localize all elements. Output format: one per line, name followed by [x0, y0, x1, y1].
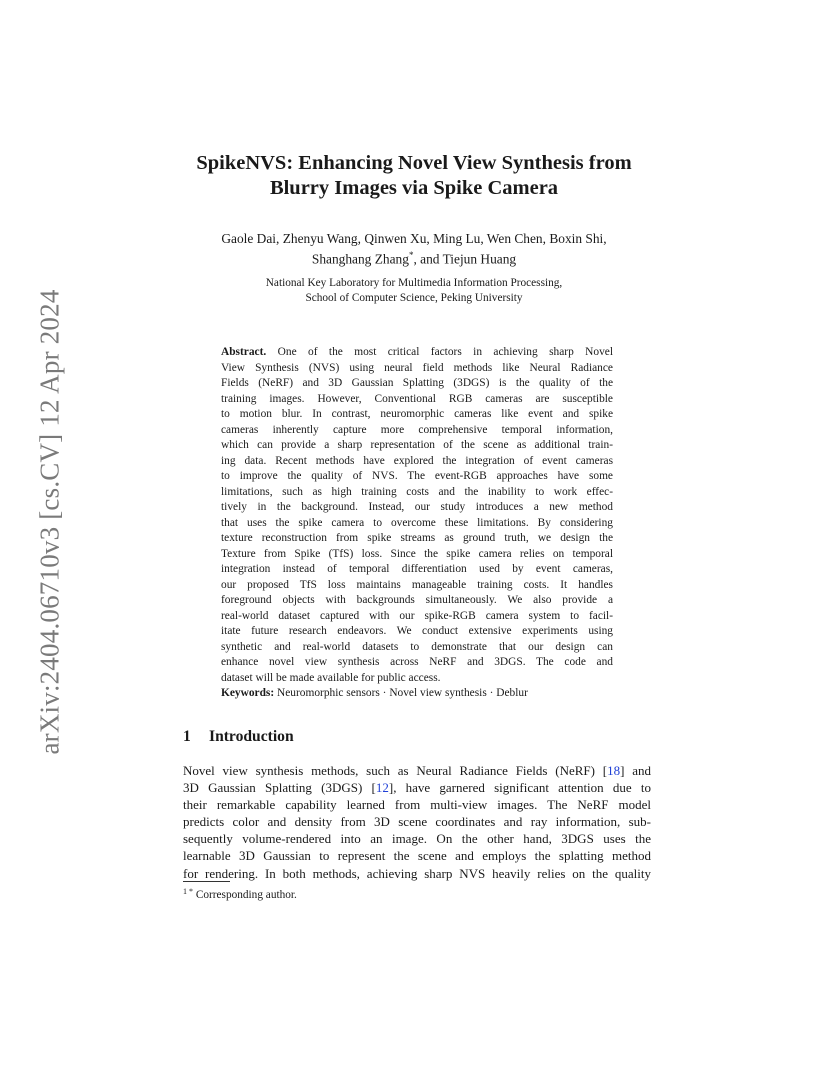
- corresponding-author-mark: *: [408, 250, 414, 260]
- abstract-line: View Synthesis (NVS) using neural field methods like Neural Radiance: [221, 361, 613, 374]
- title-line-2: Blurry Images via Spike Camera: [269, 177, 559, 199]
- author-shanghang: Shanghang Zhang: [311, 251, 409, 267]
- affiliation-line-2: School of Computer Science, Peking University: [305, 292, 523, 304]
- keywords: [221, 686, 528, 701]
- abstract-line: training images. However, Conventional RGB cameras are susceptible: [221, 392, 613, 405]
- abstract-line: real-world dataset captured with our spike-RGB camera system to facil-: [221, 609, 613, 622]
- arxiv-identifier: arXiv:2404.06710v3 [cs.CV] 12 Apr 2024: [34, 289, 65, 755]
- citation-link-18[interactable]: 18: [607, 763, 621, 778]
- abstract-line: ing data. Recent methods have explored the integration of event cameras: [221, 454, 613, 467]
- footnote: [183, 885, 297, 902]
- abstract-line: limitations, such as high training costs and the inability to work effec-: [221, 485, 613, 498]
- body-line: Novel view synthesis methods, such as Neural Radiance Fields (NeRF) [18] and: [183, 763, 651, 778]
- abstract-label: Abstract.: [221, 346, 267, 358]
- authors-line-2: [0, 247, 828, 267]
- abstract-line: Fields (NeRF) and 3D Gaussian Splatting (3DGS) is the quality of the: [221, 377, 613, 389]
- abstract-line: foreground objects with backgrounds simultaneously. We also provide a: [221, 594, 613, 606]
- abstract-line: integration instead of temporal differentiation used by event cameras,: [221, 563, 613, 575]
- abstract-line: dataset will be made available for public access.: [221, 671, 441, 684]
- abstract-line: that uses the spike camera to overcome these limitations. By considering: [221, 516, 613, 529]
- keywords-text: Neuromorphic sensors · Novel view synthesis · Deblur: [277, 687, 528, 699]
- body-line: sequently volume-rendered into an image. On the other hand, 3DGS uses the: [183, 831, 651, 847]
- footnote-mark: 1 *: [183, 887, 193, 896]
- abstract-line: Abstract. One of the most critical factors in achieving sharp Novel: [221, 346, 613, 358]
- body-line: for rendering. In both methods, achieving sharp NVS heavily relies on the quality: [183, 865, 651, 881]
- affiliation-line-1: National Key Laboratory for Multimedia Information Processing,: [265, 277, 563, 289]
- paper-title: [0, 151, 828, 201]
- affiliation: [0, 276, 828, 306]
- abstract-line: itate future research endeavors. We conduct extensive experiments using: [221, 625, 613, 637]
- abstract-line: cameras inherently capture more comprehensive temporal information,: [221, 423, 613, 436]
- citation-link-12[interactable]: 12: [375, 780, 389, 796]
- abstract: [221, 345, 613, 686]
- footnote-text: Corresponding author.: [195, 889, 297, 901]
- title-line-1: SpikeNVS: Enhancing Novel View Synthesis from: [196, 152, 632, 174]
- keywords-label: Keywords:: [221, 687, 275, 699]
- abstract-line: enhance novel view synthesis across NeRF and 3DGS. The code and: [221, 656, 613, 668]
- section-heading-introduction: [183, 727, 294, 747]
- abstract-line: our proposed TfS loss maintains manageable training costs. It handles: [221, 578, 613, 591]
- abstract-line: synthetic and real-world datasets to demonstrate that our design can: [221, 640, 613, 653]
- section-title: Introduction: [209, 728, 294, 745]
- body-line: learnable 3D Gaussian to represent the scene and employs the splatting method: [183, 848, 651, 864]
- abstract-line: tively in the background. Instead, our study introduces a new method: [221, 501, 613, 513]
- abstract-line: which can provide a sharp representation of the scene as additional train-: [221, 439, 613, 451]
- body-line: their remarkable capability learned from multi-view images. The NeRF model: [183, 797, 651, 813]
- abstract-line: Texture from Spike (TfS) loss. Since the spike camera relies on temporal: [221, 547, 613, 560]
- abstract-line: texture reconstruction from spike streams as ground truth, we design the: [221, 532, 613, 544]
- abstract-line: to improve the quality of NVS. The event-RGB approaches have some: [221, 470, 613, 482]
- section-number: 1: [183, 728, 191, 745]
- footnote-divider: [183, 881, 230, 882]
- authors-line-2-rest: , and Tiejun Huang: [413, 251, 517, 267]
- abstract-line: to motion blur. In contrast, neuromorphic cameras like event and spike: [221, 408, 613, 420]
- body-line: 3D Gaussian Splatting (3DGS) [12], have garnered significant attention due to: [183, 780, 651, 796]
- body-line: predicts color and density from 3D scene coordinates and ray information, sub-: [183, 814, 651, 830]
- authors-line-1: Gaole Dai, Zhenyu Wang, Qinwen Xu, Ming Lu, Wen Chen, Boxin Shi,: [221, 231, 607, 246]
- introduction-paragraph: [183, 762, 651, 882]
- author-list: [0, 230, 828, 267]
